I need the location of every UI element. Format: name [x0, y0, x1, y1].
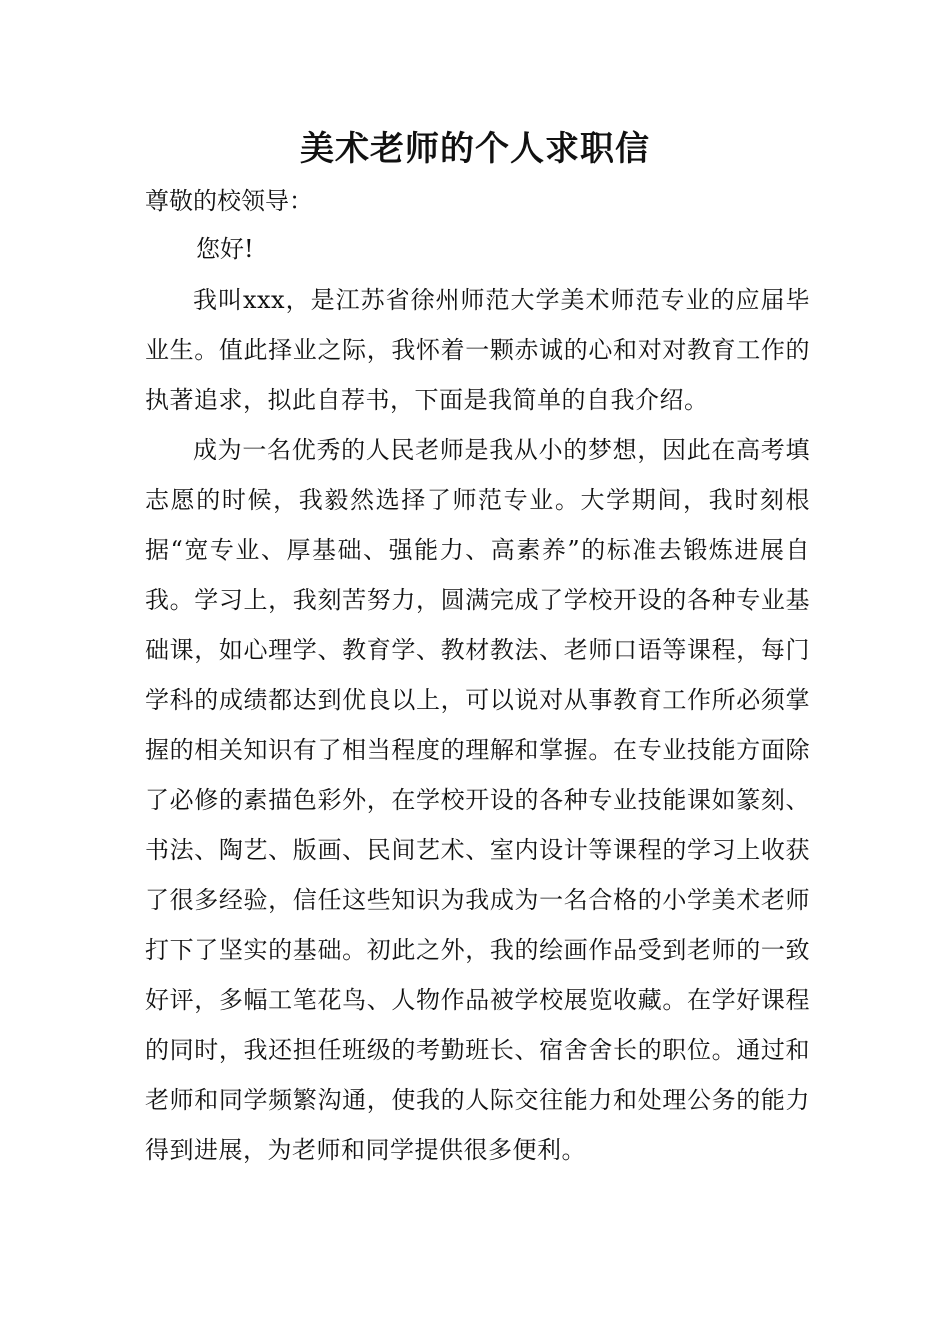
document-title: 美术老师的个人求职信 — [300, 129, 650, 169]
paragraph-introduction: 我叫xxx，是江苏省徐州师范大学美术师范专业的应届毕业生。值此择业之际，我怀着一颗赤诚的心和对对教育工作的执著追求，拟此自荐书，下面是我简单的自我介绍。 — [145, 286, 810, 414]
paragraph-experience: 成为一名优秀的人民老师是我从小的梦想，因此在高考填志愿的时候，我毅然选择了师范专业。大学期间，我时刻根据“宽专业、厚基础、强能力、高素养”的标准去锻炼进展自我。学习上，我刻苦努力，圆满完成了学校开设的各种专业基础课，如心理学、教育学、教材教法、老师口语等课程，每门学科的成绩都达到优良以上，可以说对从事教育工作所必须掌握的相关知识有了相当程度的理解和掌握。在专业技能方面除了必修的素描色彩外，在学校开设的各种专业技能课如篆刻、书法、陶艺、版画、民间艺术、室内设计等课程的学习上收获了很多经验，信任这些知识为我成为一名合格的小学美术老师打下了坚实的基础。初此之外，我的绘画作品受到老师的一致好评，多幅工笔花鸟、人物作品被学校展览收藏。在学好课程的同时，我还担任班级的考勤班长、宿舍舍长的职位。通过和老师和同学频繁沟通，使我的人际交往能力和处理公务的能力得到进展，为老师和同学提供很多便利。 — [145, 436, 810, 1164]
salutation: 尊敬的校领导： — [145, 187, 313, 215]
greeting: 您好! — [196, 235, 254, 263]
